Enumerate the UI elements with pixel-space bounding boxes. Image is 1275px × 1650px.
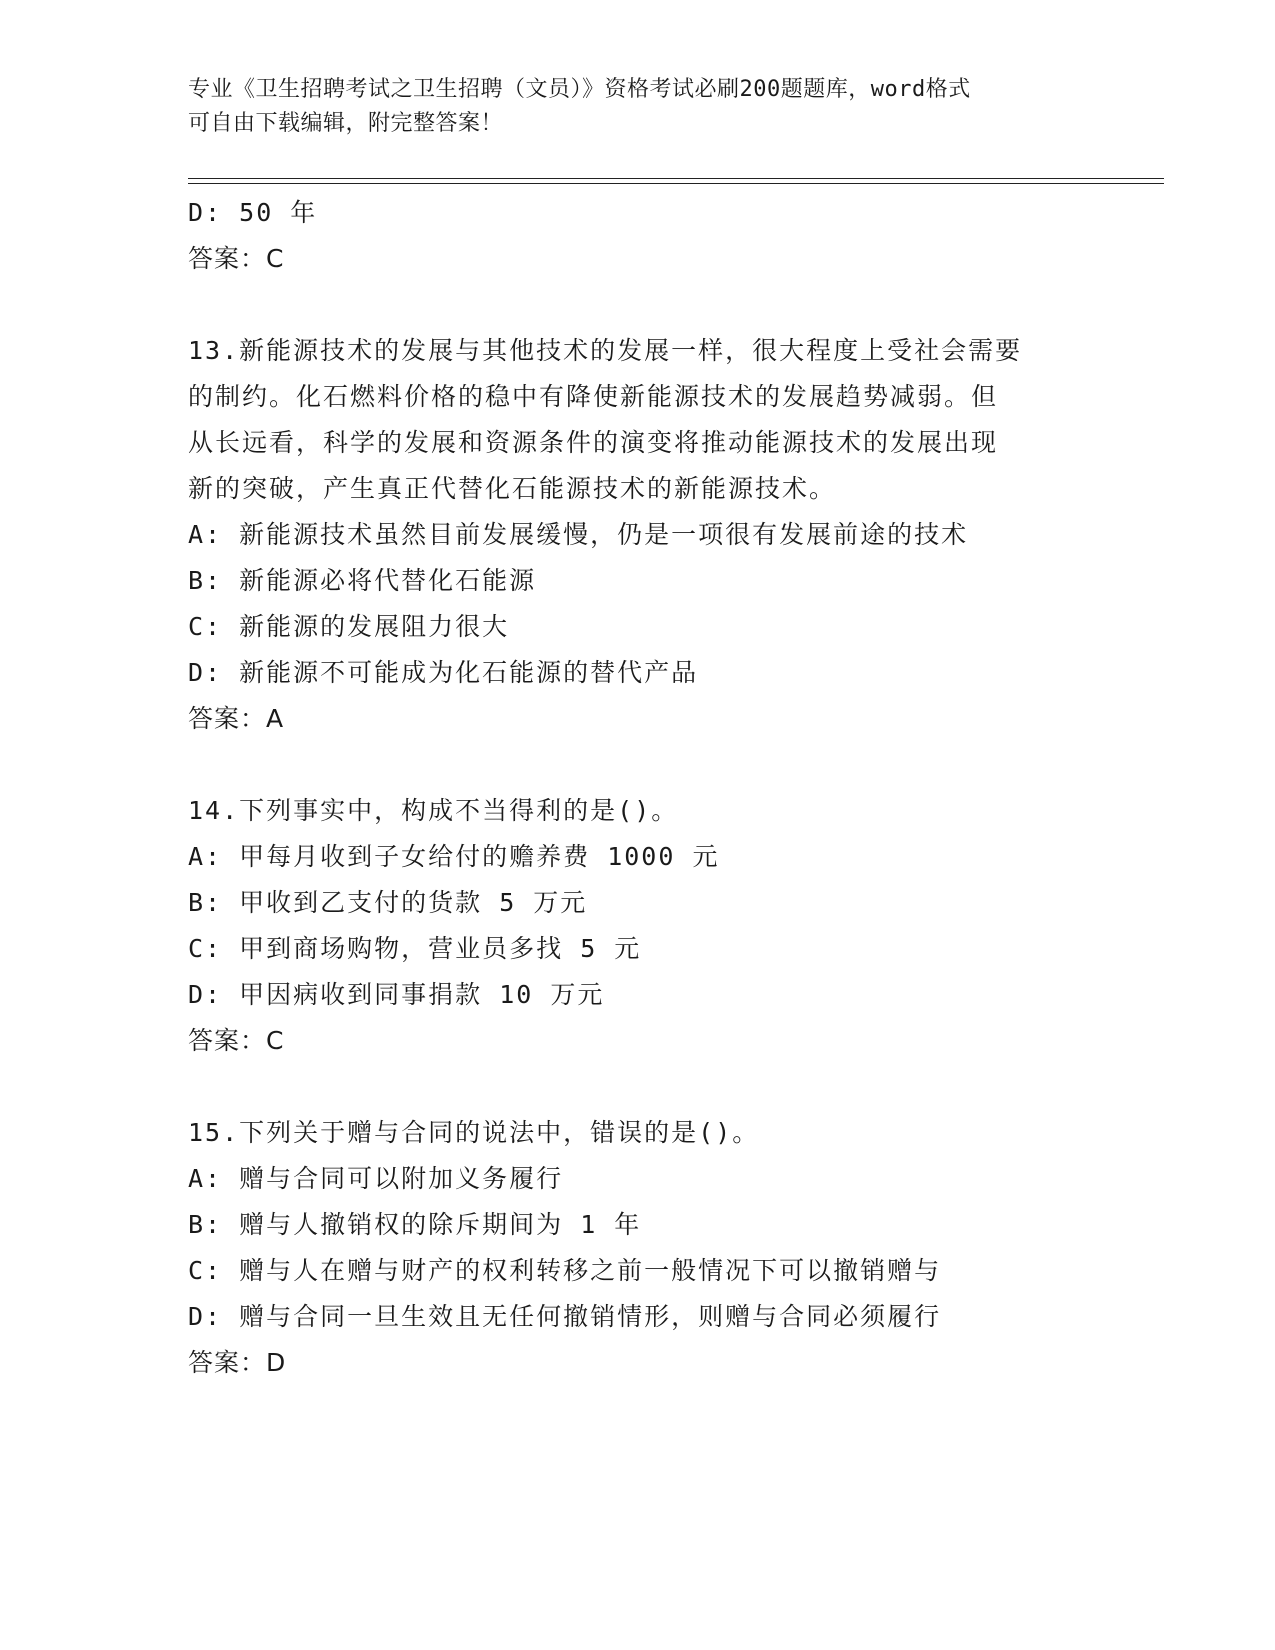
option-c: C: 赠与人在赠与财产的权利转移之前一般情况下可以撤销赠与 (188, 1256, 942, 1285)
answer-line: 答案：A (188, 704, 285, 733)
option-c: C: 甲到商场购物，营业员多找 5 元 (188, 934, 642, 963)
question-stem-line: 从长远看，科学的发展和资源条件的演变将推动能源技术的发展出现 (188, 428, 999, 457)
question-content (188, 190, 1088, 1386)
option-a: A: 新能源技术虽然目前发展缓慢，仍是一项很有发展前途的技术 (188, 520, 969, 549)
question-stem-line: 新的突破，产生真正代替化石能源技术的新能源技术。 (188, 474, 837, 503)
answer-line: 答案：D (188, 1348, 287, 1377)
question-stem-line: 15.下列关于赠与合同的说法中，错误的是()。 (188, 1118, 760, 1147)
header-line-2: 可自由下载编辑，附完整答案！ (188, 111, 504, 136)
option-b: B: 新能源必将代替化石能源 (188, 566, 537, 595)
document-header (188, 73, 1068, 141)
answer-line: 答案：C (188, 244, 285, 273)
header-line-1: 专业《卫生招聘考试之卫生招聘（文员）》资格考试必刷200题题库，word格式 (188, 77, 971, 102)
header-divider-top (188, 178, 1164, 179)
question-15 (188, 1110, 1088, 1386)
question-stem-line: 的制约。化石燃料价格的稳中有降使新能源技术的发展趋势减弱。但 (188, 382, 999, 411)
spacer (188, 282, 1088, 328)
option-d: D: 50 年 (188, 198, 318, 227)
header-divider-bottom (188, 183, 1164, 184)
question-13 (188, 328, 1088, 742)
question-stem-line: 14.下列事实中，构成不当得利的是()。 (188, 796, 679, 825)
spacer (188, 1064, 1088, 1110)
question-stem-line: 13.新能源技术的发展与其他技术的发展一样，很大程度上受社会需要 (188, 336, 1023, 365)
carryover-block (188, 190, 1088, 282)
option-a: A: 甲每月收到子女给付的赡养费 1000 元 (188, 842, 720, 871)
option-c: C: 新能源的发展阻力很大 (188, 612, 510, 641)
option-a: A: 赠与合同可以附加义务履行 (188, 1164, 564, 1193)
option-d: D: 甲因病收到同事捐款 10 万元 (188, 980, 605, 1009)
option-d: D: 新能源不可能成为化石能源的替代产品 (188, 658, 699, 687)
option-d: D: 赠与合同一旦生效且无任何撤销情形，则赠与合同必须履行 (188, 1302, 942, 1331)
spacer (188, 742, 1088, 788)
question-14 (188, 788, 1088, 1064)
option-b: B: 赠与人撤销权的除斥期间为 1 年 (188, 1210, 642, 1239)
answer-line: 答案：C (188, 1026, 285, 1055)
option-b: B: 甲收到乙支付的货款 5 万元 (188, 888, 588, 917)
